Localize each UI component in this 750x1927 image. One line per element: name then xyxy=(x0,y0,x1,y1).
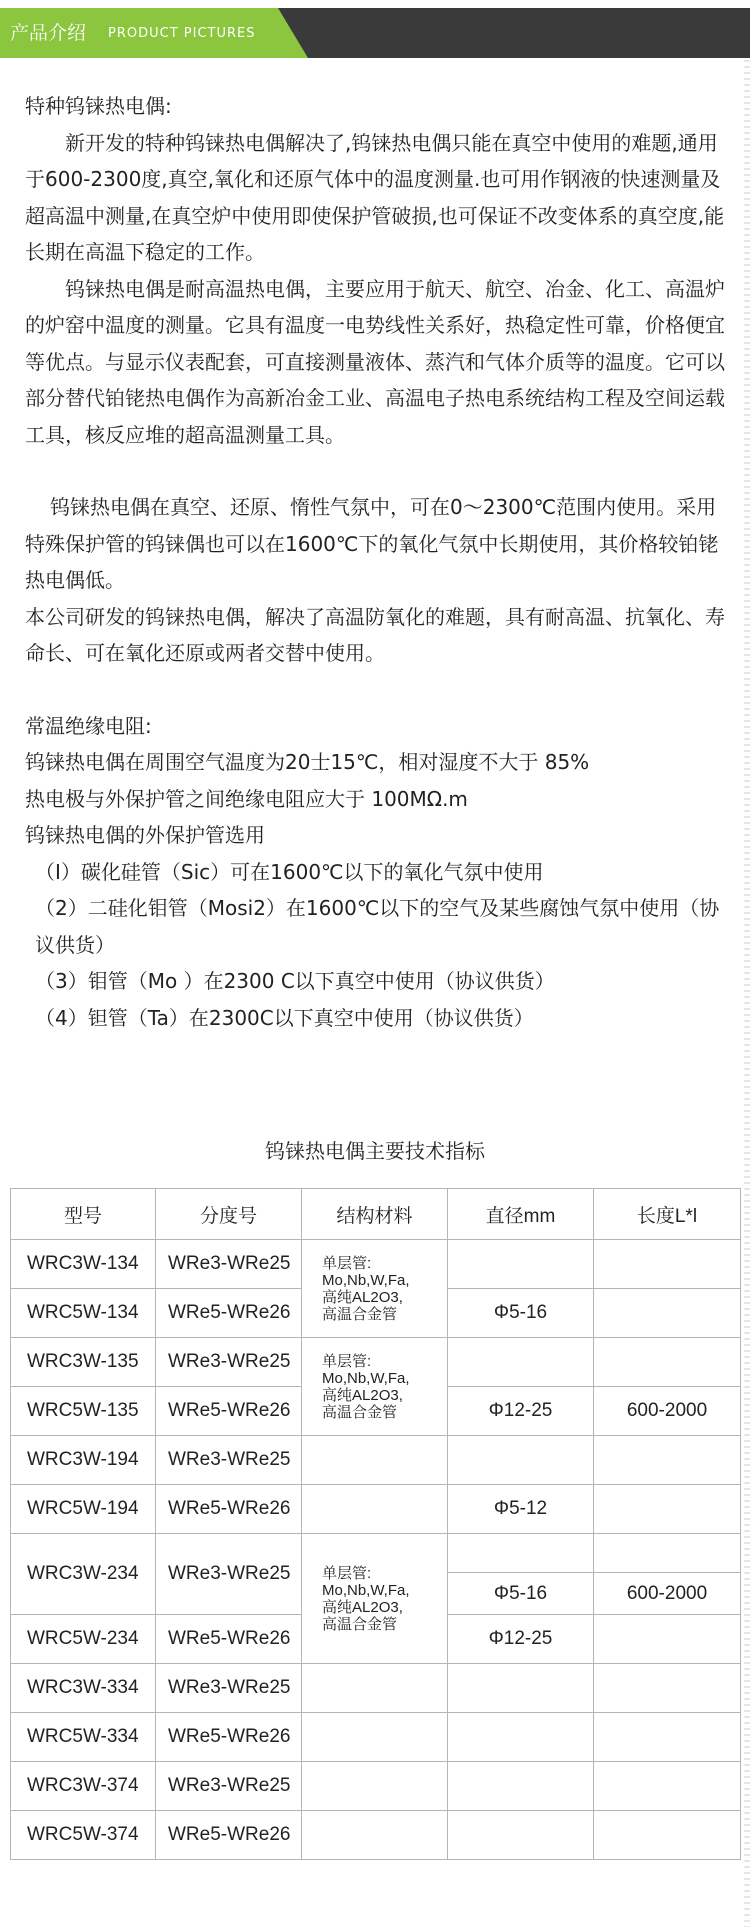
model-cell: WRC5W-135 xyxy=(11,1387,156,1436)
diameter-cell: Φ5-16 xyxy=(448,1289,594,1338)
header-material: 结构材料 xyxy=(302,1189,448,1240)
length-cell xyxy=(594,1713,741,1762)
table-row xyxy=(11,1485,741,1534)
graduation-cell: WRe3-WRe25 xyxy=(156,1534,302,1615)
diameter-cell xyxy=(448,1338,594,1387)
model-cell: WRC5W-134 xyxy=(11,1289,156,1338)
header-title: 产品介绍 xyxy=(10,22,87,44)
diameter-cell xyxy=(448,1436,594,1485)
table-row xyxy=(11,1534,741,1573)
spacer xyxy=(25,453,725,489)
diameter-cell: Φ5-16 xyxy=(448,1573,594,1615)
table-title: 钨铼热电偶主要技术指标 xyxy=(265,1139,485,1163)
table-row xyxy=(11,1811,741,1860)
graduation-cell: WRe5-WRe26 xyxy=(156,1289,302,1338)
model-cell: WRC5W-374 xyxy=(11,1811,156,1860)
intro-paragraph-4: 本公司研发的钨铼热电偶，解决了高温防氧化的难题，具有耐高温、抗氧化、寿命长、可在氧化还原或两者交替中使用。 xyxy=(25,604,725,665)
intro-paragraph-3: 钨铼热电偶在真空、还原、惰性气氛中，可在0～2300℃范围内使用。采用特殊保护管的钨铼偶也可以在1600℃下的氧化气氛中长期使用，其价格较铂铑热电偶低。 xyxy=(25,495,719,592)
insulation-heading: 常温绝缘电阻: xyxy=(25,713,152,738)
model-cell: WRC3W-134 xyxy=(11,1240,156,1289)
length-cell xyxy=(594,1811,741,1860)
graduation-cell: WRe3-WRe25 xyxy=(156,1240,302,1289)
graduation-cell: WRe5-WRe26 xyxy=(156,1713,302,1762)
length-cell xyxy=(594,1615,741,1664)
model-cell: WRC5W-194 xyxy=(11,1485,156,1534)
table-row xyxy=(11,1338,741,1387)
material-cell: 单层管: Mo,Nb,W,Fa, 高纯AL2O3, 高温合金管 xyxy=(302,1240,448,1338)
length-cell xyxy=(594,1289,741,1338)
intro-paragraph-1: 新开发的特种钨铼热电偶解决了,钨铼热电偶只能在真空中使用的难题,通用于600-2300度,真空,氧化和还原气体中的温度测量.也可用作钢液的快速测量及超高温中测量,在真空炉中使用即使保护管破损,也可保证不改变体系的真空度,能长期在高温下稳定的工作。 xyxy=(25,130,725,264)
product-description xyxy=(25,88,725,1036)
diameter-cell: Φ12-25 xyxy=(448,1387,594,1436)
graduation-cell: WRe5-WRe26 xyxy=(156,1811,302,1860)
graduation-cell: WRe5-WRe26 xyxy=(156,1387,302,1436)
length-cell xyxy=(594,1534,741,1573)
model-cell: WRC3W-135 xyxy=(11,1338,156,1387)
material-cell: 单层管: Mo,Nb,W,Fa, 高纯AL2O3, 高温合金管 xyxy=(302,1338,448,1436)
length-cell xyxy=(594,1338,741,1387)
material-cell: 单层管: Mo,Nb,W,Fa, 高纯AL2O3, 高温合金管 xyxy=(302,1534,448,1664)
diameter-cell: Φ12-25 xyxy=(448,1615,594,1664)
model-cell: WRC5W-334 xyxy=(11,1713,156,1762)
table-row xyxy=(11,1713,741,1762)
diameter-cell xyxy=(448,1762,594,1811)
length-cell: 600-2000 xyxy=(594,1573,741,1615)
intro-heading: 特种钨铼热电偶: xyxy=(25,94,172,118)
material-cell xyxy=(302,1713,448,1762)
header-length: 长度L*l xyxy=(594,1189,741,1240)
header-diameter: 直径mm xyxy=(448,1189,594,1240)
diameter-cell: Φ5-12 xyxy=(448,1485,594,1534)
tube-option-4: （4）钽管（Ta）在2300C以下真空中使用（协议供货） xyxy=(35,1005,534,1030)
page-edge-decoration xyxy=(744,60,750,1927)
header-model: 型号 xyxy=(11,1189,156,1240)
model-cell: WRC3W-194 xyxy=(11,1436,156,1485)
insulation-line-1: 钨铼热电偶在周围空气温度为20士15℃，相对湿度不大于 85% xyxy=(25,750,590,774)
model-cell: WRC5W-234 xyxy=(11,1615,156,1664)
length-cell xyxy=(594,1485,741,1534)
material-cell xyxy=(302,1436,448,1485)
spacer xyxy=(25,672,725,708)
tube-option-1: （I）碳化硅管（Sic）可在1600℃以下的氧化气氛中使用 xyxy=(35,859,544,884)
length-cell xyxy=(594,1436,741,1485)
graduation-cell: WRe3-WRe25 xyxy=(156,1664,302,1713)
material-cell xyxy=(302,1762,448,1811)
length-cell xyxy=(594,1762,741,1811)
diameter-cell xyxy=(448,1240,594,1289)
model-cell: WRC3W-334 xyxy=(11,1664,156,1713)
table-row xyxy=(11,1240,741,1289)
graduation-cell: WRe3-WRe25 xyxy=(156,1436,302,1485)
length-cell xyxy=(594,1664,741,1713)
diameter-cell xyxy=(448,1811,594,1860)
header-subtitle: PRODUCT PICTURES xyxy=(108,26,256,41)
model-cell: WRC3W-374 xyxy=(11,1762,156,1811)
length-cell xyxy=(594,1240,741,1289)
material-cell xyxy=(302,1485,448,1534)
material-cell xyxy=(302,1664,448,1713)
header-graduation: 分度号 xyxy=(156,1189,302,1240)
table-row xyxy=(11,1762,741,1811)
diameter-cell xyxy=(448,1664,594,1713)
diameter-cell xyxy=(448,1713,594,1762)
length-cell: 600-2000 xyxy=(594,1387,741,1436)
model-cell: WRC3W-234 xyxy=(11,1534,156,1615)
graduation-cell: WRe5-WRe26 xyxy=(156,1485,302,1534)
diameter-cell xyxy=(448,1534,594,1573)
table-header-row xyxy=(11,1189,741,1240)
graduation-cell: WRe5-WRe26 xyxy=(156,1615,302,1664)
intro-paragraph-2: 钨铼热电偶是耐高温热电偶，主要应用于航天、航空、冶金、化工、高温炉的炉窑中温度的测量。它具有温度一电势线性关系好，热稳定性可靠，价格便宜等优点。与显示仪表配套，可直接测量液体、蒸汽和气体介质等的温度。它可以部分替代铂铑热电偶作为高新冶金工业、高温电子热电系统结构工程及空间运载工具，核反应堆的超高温测量工具。 xyxy=(25,276,725,447)
tube-option-2: （2）二硅化钼管（Mosi2）在1600℃以下的空气及某些腐蚀气氛中使用（协议供货） xyxy=(35,896,720,957)
insulation-line-3: 钨铼热电偶的外保护管选用 xyxy=(25,823,265,847)
table-row xyxy=(11,1436,741,1485)
insulation-line-2: 热电极与外保护管之间绝缘电阻应大于 100MΩ.m xyxy=(25,786,468,811)
table-row xyxy=(11,1664,741,1713)
section-header xyxy=(0,8,750,58)
spec-table xyxy=(10,1188,741,1860)
tube-option-3: （3）钼管（Mo ）在2300 C以下真空中使用（协议供货） xyxy=(35,969,555,993)
graduation-cell: WRe3-WRe25 xyxy=(156,1338,302,1387)
material-cell xyxy=(302,1811,448,1860)
graduation-cell: WRe3-WRe25 xyxy=(156,1762,302,1811)
